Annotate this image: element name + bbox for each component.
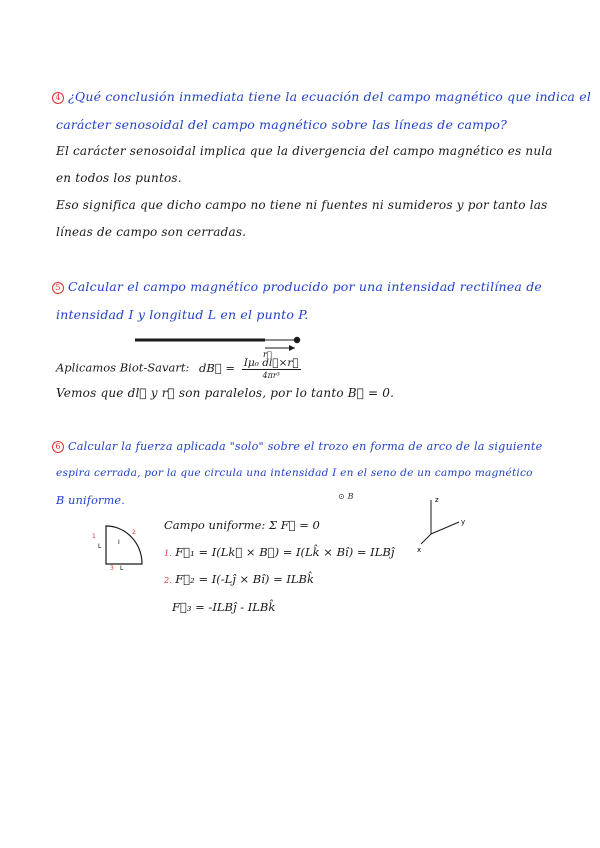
q5-number: 5 [52,282,64,294]
quarter-loop [106,526,142,564]
x-axis [421,534,431,544]
z-axis-label: z [435,496,439,504]
x-axis-label: x [417,546,422,554]
q6-line-1: 6 Calcular la fuerza aplicada "solo" sobre el trozo en forma de arco de la siguiente [52,440,542,453]
side-left-label: L [98,543,102,550]
biot-fraction: $\frac{\text{Iμ₀ dl⃗×r⃗}}{\text{4πr³}}$ [243,357,299,380]
loop-current-label: I [118,539,120,546]
r-arrow-label: r⃗ [263,350,272,358]
segment-2-label: 2 [132,529,136,536]
q5-conclusion: Vemos que dl⃗ y r⃗ son paralelos, por lo tanto B⃗ = 0. [56,386,395,400]
point-p [294,337,300,343]
y-axis [431,522,459,534]
biot-savart-equation: Aplicamos Biot-Savart: dB⃗ = $\frac{\text{Iμ₀ dl⃗×r⃗}}{\text{4πr³}}$ [56,357,299,380]
segment-3-label: 3 [110,565,114,570]
r-arrow-head [289,345,295,351]
q4-line-1: 4 ¿Qué conclusión inmediata tiene la ecuación del campo magnético que indica el [52,89,591,104]
q5-line-2: intensidad I y longitud L en el punto P. [56,307,309,322]
loop-diagram [88,518,148,570]
q6-number: 6 [52,441,64,453]
side-bottom-label: L [120,565,124,570]
q4-answer-2: en todos los puntos. [56,171,182,185]
axes-diagram [415,494,475,554]
segment-1-label: 1 [92,533,96,540]
uniform-field-equation: Campo uniforme: Σ F⃗ = 0 [164,518,320,532]
field-symbol: ⊙ B [338,492,354,501]
force-2-equation: 2. F⃗₂ = I(-Lĵ × Bî) = ILBk̂ [164,572,314,586]
y-axis-label: y [461,518,466,526]
q6-line-2: espira cerrada, por la que circula una intensidad I en el seno de un campo magnético [56,467,533,479]
q4-number: 4 [52,92,64,104]
q4-answer-1: El carácter senosoidal implica que la divergencia del campo magnético es nula [56,144,553,158]
q4-line-2: carácter senosoidal del campo magnético sobre las líneas de campo? [56,117,507,132]
wire-diagram [125,330,315,358]
q5-line-1: 5 Calcular el campo magnético producido por una intensidad rectilínea de [52,279,542,294]
q6-line-3: B uniforme. [56,494,125,507]
q4-answer-3: Eso significa que dicho campo no tiene ni fuentes ni sumideros y por tanto las [56,198,548,212]
force-3-equation: F⃗₃ = -ILBĵ - ILBk̂ [172,600,276,614]
q4-answer-4: líneas de campo son cerradas. [56,225,247,239]
force-1-equation: 1. F⃗₁ = I(Lk⃗ × B⃗) = I(Lk̂ × Bî) = ILBĵ [164,545,395,559]
